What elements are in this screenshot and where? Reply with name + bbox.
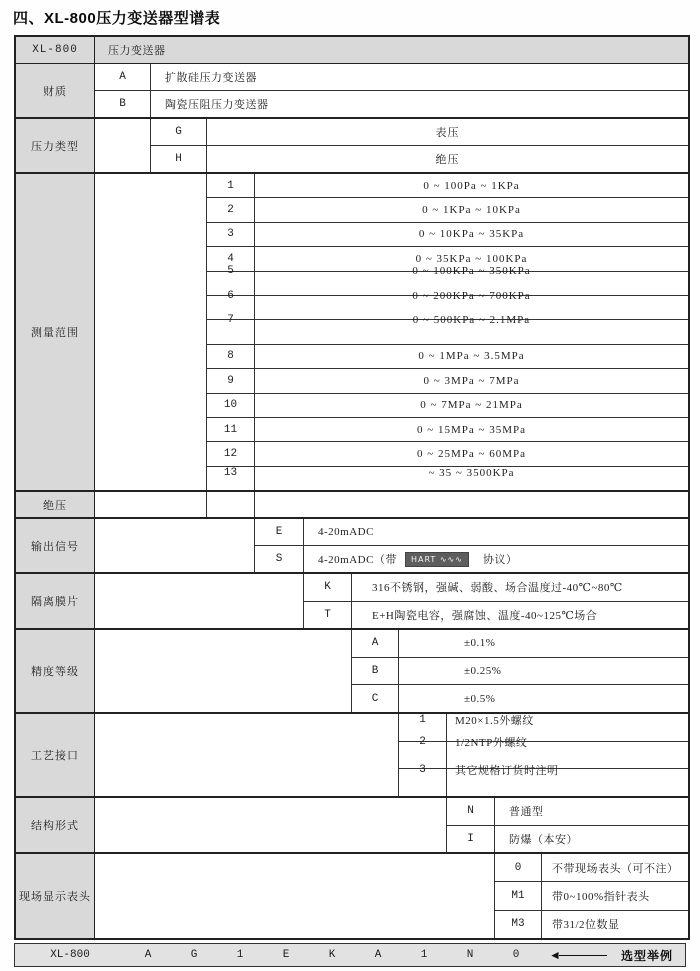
desc-cell: ±0.25% [464,665,502,677]
spec-row [304,574,688,602]
desc-cell: 陶瓷压阻压力变送器 [165,99,269,111]
code-cell: N [447,798,495,825]
group-label: 结构形式 [16,798,95,852]
code-cell: 2 [207,198,255,221]
example-code: N [466,949,474,961]
group-label: 隔离膜片 [16,574,95,628]
code-cell: K [304,574,352,601]
left-arrow-icon [539,950,611,960]
code-cell: I [447,826,495,853]
desc-cell: 0 ~ 10KPa ~ 35KPa [418,228,525,241]
example-code: 1 [420,949,428,961]
spec-row [207,369,688,393]
spec-row [447,826,688,853]
spec-row [207,418,688,442]
example-code: 0 [512,949,520,961]
model-code: XL-800 [32,44,78,56]
code-cell: H [151,146,207,172]
code-cell: S [255,546,304,572]
desc-cell: 0 ~ 35KPa ~ 100KPa [415,252,528,265]
model-cell [16,37,95,63]
spec-row [255,546,688,572]
code-cell: M3 [495,911,542,938]
page-title: 四、XL-800压力变送器型谱表 [13,10,221,27]
example-code: G [190,949,198,961]
spec-row [151,119,688,146]
spec-row [207,467,688,490]
code-cell: A [95,64,151,90]
spec-row [352,658,688,686]
group-label: 现场显示表头 [16,854,95,938]
example-code: A [374,949,382,961]
spec-row [447,798,688,826]
code-cell: 5 [207,272,255,295]
spec-group [16,492,688,519]
indent-cell [95,714,399,796]
code-cell: 6 [207,296,255,319]
group-label: 输出信号 [16,519,95,572]
desc-cell: 绝压 [435,154,460,166]
code-cell: 9 [207,369,255,392]
group-label: 测量范围 [16,174,95,490]
group-label: 压力类型 [16,119,95,172]
desc-cell: 0 ~ 500KPa ~ 2.1MPa [412,314,531,327]
example-code: K [328,949,336,961]
spec-row [207,174,688,198]
spec-row [207,198,688,222]
indent-cell [95,174,207,490]
example-model: XL-800 [50,949,90,961]
code-cell: G [151,119,207,145]
desc-cell: 0 ~ 1KPa ~ 10KPa [422,204,521,217]
desc-cell: 1/2NTP外螺纹 [455,737,528,749]
code-cell: 7 [207,320,255,343]
desc-cell: 不带现场表头（可不注） [552,862,679,875]
spec-row [399,763,688,796]
desc-cell: 0 ~ 7MPa ~ 21MPa [420,399,523,412]
indent-cell [95,519,255,572]
desc-cell: 表压 [435,127,460,139]
group-label: 精度等级 [16,630,95,712]
desc-cell: E+H陶瓷电容，强腐蚀、温度-40~125℃场合 [372,609,598,622]
code-cell: 12 [207,442,255,465]
table-body [16,64,688,938]
code-cell: 1 [399,714,447,741]
desc-cell [255,492,688,517]
code-cell: C [352,685,399,712]
code-cell: E [255,519,304,545]
spec-group [16,64,688,119]
code-cell: A [352,630,399,657]
example-code: A [144,949,152,961]
example-code: 1 [236,949,244,961]
desc-cell: 普通型 [509,806,544,819]
desc-cell: 4-20mADC（带 HART ∿∿∿ 协议） [304,546,688,572]
code-cell: T [304,602,352,629]
desc-cell: 防爆（本安） [509,833,578,846]
example-label: 选型举例 [620,948,673,963]
spec-row [495,854,688,882]
code-cell: B [95,91,151,117]
indent-cell [95,574,304,628]
code-cell: 3 [207,223,255,246]
code-cell: 3 [399,769,447,796]
desc-cell: 0 ~ 1MPa ~ 3.5MPa [418,350,525,363]
spec-group [16,119,688,174]
hart-protocol-logo: HART ∿∿∿ [405,552,469,567]
product-name-cell: 压力变送器 [108,45,166,57]
spec-row [207,223,688,247]
indent-cell [95,492,207,517]
desc-cell: 0 ~ 15MPa ~ 35MPa [417,423,526,436]
spec-row [255,519,688,546]
group-label: 财质 [16,64,95,117]
spec-group [16,174,688,492]
desc-cell: 带31/2位数显 [552,919,620,932]
spec-row [207,394,688,418]
example-code: E [282,949,290,961]
spec-row [207,442,688,466]
example-codes [125,949,539,961]
spec-row [207,314,688,344]
code-cell: 4 [207,247,255,270]
indent-cell [95,854,495,938]
desc-cell: 0 ~ 100Pa ~ 1KPa [423,179,520,192]
code-cell: 11 [207,418,255,441]
code-cell: B [352,658,399,685]
group-label: 工艺接口 [16,714,95,796]
code-cell: 8 [207,345,255,368]
spec-row [207,492,688,517]
desc-cell: 4-20mADC [318,526,374,538]
spec-group [16,574,688,630]
code-cell: 1 [207,174,255,197]
spec-group [16,798,688,854]
code-cell: 2 [399,742,447,769]
indent-cell [95,798,447,852]
spec-group [16,854,688,938]
desc-cell: 0 ~ 200KPa ~ 700KPa [412,289,531,302]
desc-cell: 带0~100%指针表头 [552,890,650,903]
indent-cell [95,630,352,712]
desc-cell: M20×1.5外螺纹 [455,715,534,728]
desc-cell: ±0.5% [464,692,496,705]
example-row [14,943,686,967]
desc-cell: 扩散硅压力变送器 [165,72,257,84]
code-cell [207,492,255,517]
code-cell: M1 [495,882,542,909]
arrow-line [559,955,607,956]
spec-row [495,911,688,938]
spec-row [207,345,688,369]
desc-cell: 316不锈钢，强碱、弱酸、场合温度过-40℃~80℃ [372,582,623,595]
spec-group [16,630,688,714]
code-cell: 13 [207,467,255,490]
spec-row [151,146,688,172]
desc-cell: 0 ~ 100KPa ~ 350KPa [412,265,531,278]
spec-row [352,685,688,712]
desc-cell: 0 ~ 25MPa ~ 60MPa [417,447,526,460]
desc-cell: 其它规格订货时注明 [455,764,559,777]
spec-row [95,91,688,117]
indent-cell [95,119,151,172]
group-label: 绝压 [16,492,95,517]
spec-row [399,714,688,742]
spec-group [16,519,688,574]
code-cell: 0 [495,854,542,881]
desc-cell: 0 ~ 3MPa ~ 7MPa [423,374,520,387]
desc-cell: ~ 35 ~ 3500KPa [428,467,515,480]
spec-row [352,630,688,658]
arrowhead-icon: ◄ [549,948,561,962]
table-header-row [16,37,688,64]
desc-cell: ±0.1% [464,637,496,650]
spec-row [304,602,688,629]
spec-group [16,714,688,798]
spec-row [95,64,688,91]
spec-table [14,35,690,940]
code-cell: 10 [207,394,255,417]
spec-row [495,882,688,910]
